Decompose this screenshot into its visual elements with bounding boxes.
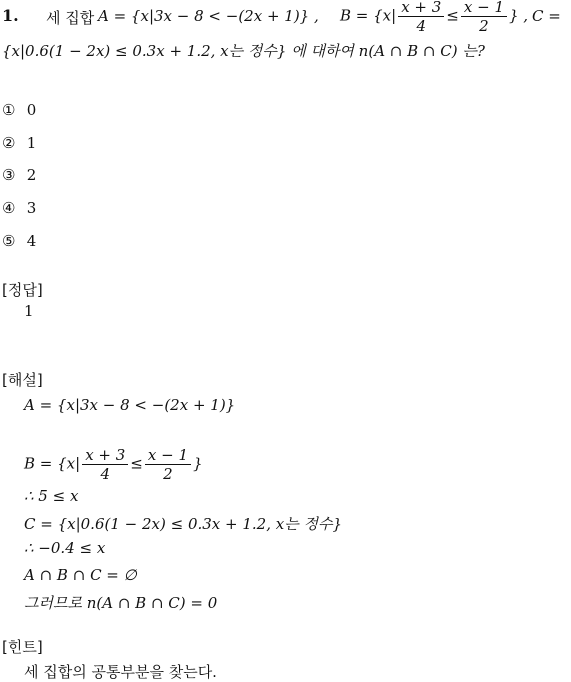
answer-label: [정답] (2, 281, 43, 299)
set-b-fraction-1: $\frac{x + 3}{4}$ (398, 0, 444, 35)
choice-value: 2 (26, 166, 37, 184)
explanation-line-a: A = {x|3x − 8 < −(2x + 1)} (24, 396, 236, 414)
choice-mark: ⑤ (2, 232, 16, 250)
line-b-head: B = {x| (24, 454, 81, 473)
set-b-fraction-2: $\frac{x - 1}{2}$ (461, 0, 507, 35)
hint-label: [힌트] (2, 638, 43, 656)
question-set-b (340, 0, 528, 35)
choice-value: 3 (26, 199, 37, 217)
choice-value: 4 (26, 232, 37, 250)
choice-5[interactable] (2, 232, 36, 250)
line-b-leq: ≤ (130, 454, 143, 473)
choice-3[interactable] (2, 166, 36, 184)
choice-value: 1 (26, 134, 37, 152)
answer-value: 1 (24, 302, 34, 320)
choice-4[interactable] (2, 199, 36, 217)
explanation-line-b (24, 446, 203, 483)
line-b-fraction-2: $\frac{x - 1}{2}$ (145, 446, 191, 483)
set-b-leq: ≤ (446, 6, 459, 25)
explanation-line-b-result: ∴ 5 ≤ x (24, 487, 79, 505)
choice-mark: ① (2, 101, 16, 119)
explanation-line-intersection: A ∩ B ∩ C = ∅ (24, 566, 137, 584)
explanation-label: [해설] (2, 371, 43, 389)
hint-text: 세 집합의 공통부분을 찾는다. (24, 663, 217, 681)
set-b-tail: } , (508, 6, 529, 25)
question-number: 1. (2, 6, 19, 25)
question-line-2: {x|0.6(1 − 2x) ≤ 0.3x + 1.2, x는 정수} 에 대하여 n(A ∩ B ∩ C) 는? (2, 42, 485, 60)
explanation-line-c-result: ∴ −0.4 ≤ x (24, 539, 106, 557)
explanation-line-conclusion: 그러므로 n(A ∩ B ∩ C) = 0 (24, 594, 218, 612)
question-set-a: A = {x|3x − 8 < −(2x + 1)} , (98, 7, 319, 25)
question-prefix: 세 집합 (46, 9, 95, 27)
choice-value: 0 (26, 101, 37, 119)
line-b-fraction-1: $\frac{x + 3}{4}$ (82, 446, 128, 483)
choice-mark: ② (2, 134, 16, 152)
choice-mark: ④ (2, 199, 16, 217)
choice-1[interactable] (2, 101, 36, 119)
choice-mark: ③ (2, 166, 16, 184)
choice-2[interactable] (2, 134, 36, 152)
line-b-tail: } (192, 454, 203, 473)
set-b-head: B = {x| (340, 6, 397, 25)
question-set-c-label: C = (532, 7, 561, 25)
explanation-line-c: C = {x|0.6(1 − 2x) ≤ 0.3x + 1.2, x는 정수} (24, 515, 343, 533)
